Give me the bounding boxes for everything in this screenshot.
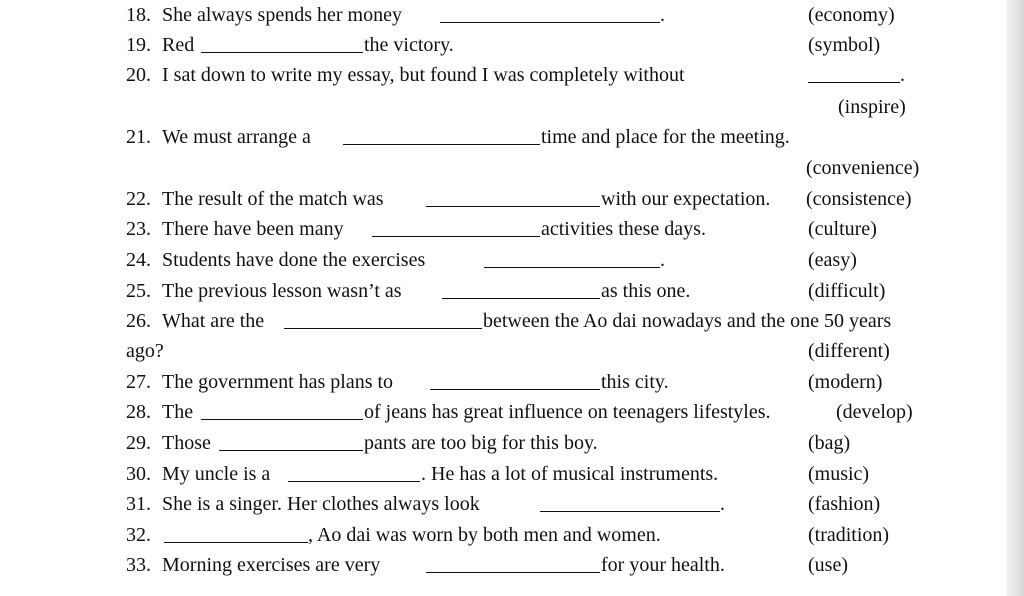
item-text-before: Those <box>162 432 211 454</box>
item-text-after: . <box>900 64 905 86</box>
word-hint: (music) <box>808 463 870 485</box>
item-number: 26. <box>126 310 151 332</box>
item-text-before: There have been many <box>162 218 344 240</box>
word-hint: (economy) <box>808 4 895 26</box>
word-hint: (bag) <box>808 432 851 454</box>
answer-blank[interactable] <box>284 328 482 329</box>
exercise-item-25 <box>0 276 994 306</box>
answer-blank[interactable] <box>808 82 900 83</box>
exercise-item-27 <box>0 367 994 397</box>
item-text-before: My uncle is a <box>162 463 271 485</box>
page-edge-shadow <box>1006 0 1024 596</box>
item-number: 33. <box>126 554 151 576</box>
word-hint: (easy) <box>808 249 857 271</box>
item-text-before: She always spends her money <box>162 4 402 26</box>
answer-blank[interactable] <box>430 389 600 390</box>
item-text-after: . <box>660 249 665 271</box>
item-number: 25. <box>126 280 151 302</box>
answer-blank[interactable] <box>372 236 540 237</box>
exercise-item-20 <box>0 60 994 90</box>
exercise-item-23 <box>0 214 994 244</box>
item-text-before: The result of the match was <box>162 188 384 210</box>
exercise-item-24 <box>0 245 994 275</box>
answer-blank[interactable] <box>288 481 420 482</box>
item-text-before: The government has plans to <box>162 371 394 393</box>
item-text-before: Red <box>162 34 195 56</box>
item-number: 30. <box>126 463 151 485</box>
answer-blank[interactable] <box>201 419 363 420</box>
answer-blank[interactable] <box>426 572 600 573</box>
answer-blank[interactable] <box>442 298 600 299</box>
answer-blank[interactable] <box>540 511 720 512</box>
exercise-item-21 <box>0 122 994 152</box>
item-text-before: Morning exercises are very <box>162 554 381 576</box>
word-hint: (use) <box>808 554 848 576</box>
exercise-item-26 <box>0 306 994 336</box>
item-text-before: The <box>162 401 194 423</box>
item-text-after: . He has a lot of musical instruments. <box>421 463 719 485</box>
item-number: 31. <box>126 493 151 515</box>
item-text-before: I sat down to write my essay, but found I was completely without <box>162 64 685 86</box>
answer-blank[interactable] <box>219 450 363 451</box>
answer-blank[interactable] <box>440 22 660 23</box>
word-hint: (inspire) <box>838 96 906 118</box>
answer-blank[interactable] <box>164 542 308 543</box>
item-number: 32. <box>126 524 151 546</box>
exercise-item-19 <box>0 30 994 60</box>
item-number: 24. <box>126 249 151 271</box>
answer-blank[interactable] <box>484 267 660 268</box>
exercise-item-30 <box>0 459 994 489</box>
item-number: 29. <box>126 432 151 454</box>
exercise-item-20-hint-line <box>0 92 994 122</box>
item-number: 18. <box>126 4 151 26</box>
item-text-after: with our expectation. <box>601 188 771 210</box>
exercise-item-32 <box>0 520 994 550</box>
exercise-item-18 <box>0 0 994 30</box>
exercise-item-21-hint-line <box>0 153 994 183</box>
exercise-item-33 <box>0 550 994 580</box>
item-text-continuation: ago? <box>126 340 164 362</box>
item-text-after: time and place for the meeting. <box>541 126 790 148</box>
item-text-after: between the Ao dai nowadays and the one 50 years <box>483 310 892 332</box>
item-number: 22. <box>126 188 151 210</box>
word-hint: (culture) <box>808 218 877 240</box>
item-number: 19. <box>126 34 151 56</box>
item-text-after: as this one. <box>601 280 691 302</box>
item-text-after: pants are too big for this boy. <box>364 432 598 454</box>
item-text-before: She is a singer. Her clothes always look <box>162 493 480 515</box>
word-hint: (fashion) <box>808 493 881 515</box>
word-hint: (symbol) <box>808 34 881 56</box>
item-number: 27. <box>126 371 151 393</box>
exercise-item-28 <box>0 397 994 427</box>
word-hint: (difficult) <box>808 280 886 302</box>
word-hint: (convenience) <box>806 157 920 179</box>
item-number: 20. <box>126 64 151 86</box>
item-number: 28. <box>126 401 151 423</box>
exercise-item-31 <box>0 489 994 519</box>
item-text-after: for your health. <box>601 554 725 576</box>
item-text-before: We must arrange a <box>162 126 311 148</box>
exercise-item-29 <box>0 428 994 458</box>
word-hint: (different) <box>808 340 890 362</box>
item-text-before: What are the <box>162 310 265 332</box>
exercise-item-22 <box>0 184 994 214</box>
word-hint: (modern) <box>808 371 883 393</box>
answer-blank[interactable] <box>426 206 600 207</box>
item-text-after: this city. <box>601 371 669 393</box>
item-text-after: . <box>720 493 725 515</box>
exercise-item-26-continuation <box>0 336 994 366</box>
item-text-after: of jeans has great influence on teenagers lifestyles. <box>364 401 771 423</box>
item-text-after: . <box>660 4 665 26</box>
item-number: 23. <box>126 218 151 240</box>
item-text-after: activities these days. <box>541 218 706 240</box>
item-number: 21. <box>126 126 151 148</box>
word-hint: (tradition) <box>808 524 890 546</box>
item-text-before: The previous lesson wasn’t as <box>162 280 402 302</box>
item-text-after: the victory. <box>364 34 454 56</box>
answer-blank[interactable] <box>201 52 363 53</box>
answer-blank[interactable] <box>343 144 540 145</box>
item-text-before: Students have done the exercises <box>162 249 426 271</box>
word-hint: (develop) <box>836 401 913 423</box>
word-hint: (consistence) <box>806 188 912 210</box>
item-text-after: , Ao dai was worn by both men and women. <box>308 524 661 546</box>
